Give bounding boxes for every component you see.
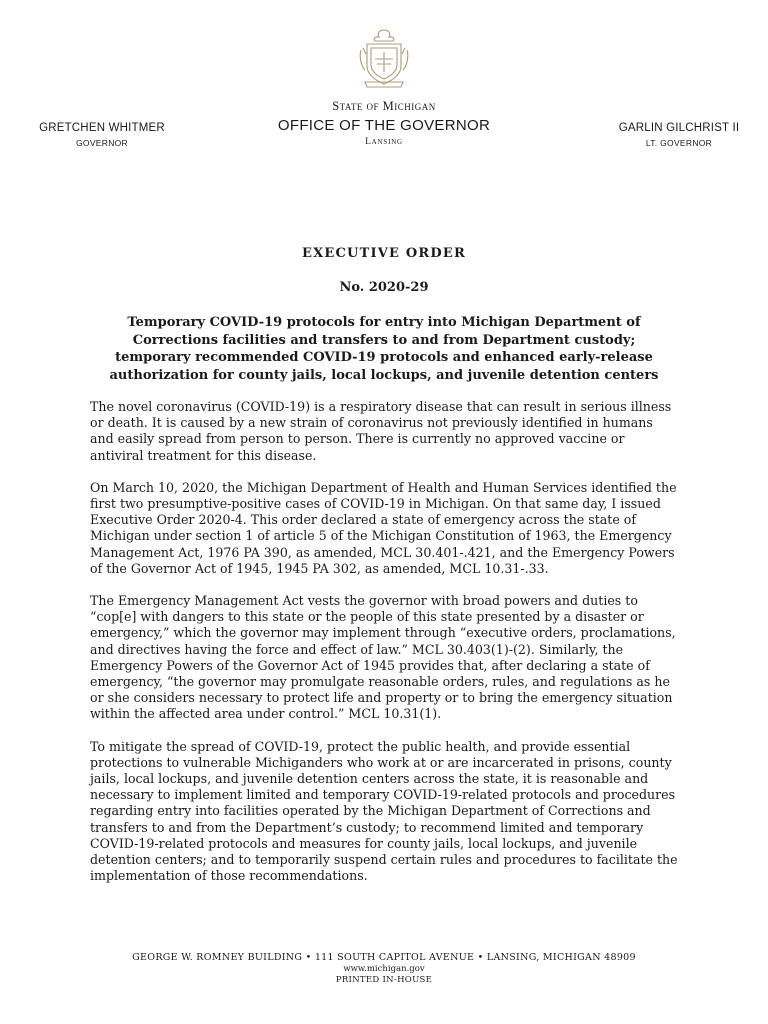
office-title: OFFICE OF THE GOVERNOR (277, 117, 491, 134)
order-heading: EXECUTIVE ORDER (302, 246, 466, 261)
city-name: Lansing (365, 137, 403, 147)
footer (0, 952, 768, 985)
state-name: State of Michigan (332, 99, 436, 113)
footer-address: GEORGE W. ROMNEY BUILDING • 111 SOUTH CAPITOL AVENUE • LANSING, MICHIGAN 48909 (132, 952, 636, 963)
order-subject: Temporary COVID-19 protocols for entry into Michigan Department of Corrections facilities and transfers to and from Department custody; temporary recommended COVID-19 protocols and enhanced early-release authorization for county jails, local lockups, and juvenile detention centers (109, 315, 659, 383)
order-number: No. 2020-29 (339, 280, 429, 295)
lt-governor-title: LT. GOVERNOR (645, 138, 713, 148)
lt-governor-name: GARLIN GILCHRIST II (618, 122, 740, 134)
governor-block (22, 122, 182, 148)
paragraph: To mitigate the spread of COVID-19, protect the public health, and provide essential protections to vulnerable Michiganders who work at or are incarcerated in prisons, county jails, local lockups, and juvenile detention centers across the state, it is reasonable and necessary to implement limited and temporary COVID-19-related protocols and procedures regarding entry into facilities operated by the Michigan Department of Corrections and transfers to and from the Department’s custody; to recommend limited and temporary COVID-19-related protocols and measures for county jails, local lockups, and juvenile detention centers; and to temporarily suspend certain rules and procedures to facilitate the implementation of those recommendations. (90, 738, 678, 884)
paragraph: On March 10, 2020, the Michigan Department of Health and Human Services identified the first two presumptive-positive cases of COVID-19 in Michigan. On that same day, I issued Executive Order 2020-4. This order declared a state of emergency across the state of Michigan under section 1 of article 5 of the Michigan Constitution of 1963, the Emergency Management Act, 1976 PA 390, as amended, MCL 30.401-.421, and the Emergency Powers of the Governor Act of 1945, 1945 PA 302, as amended, MCL 10.31-.33. (90, 479, 677, 576)
footer-website: www.michigan.gov (343, 964, 425, 974)
footer-printed: PRINTED IN-HOUSE (335, 975, 433, 985)
paragraph: The novel coronavirus (COVID-19) is a respiratory disease that can result in serious illness or death. It is caused by a new strain of coronavirus not previously identified in humans and easily spread from person to person. There is currently no approved vaccine or antiviral treatment for this disease. (90, 399, 672, 463)
paragraph: The Emergency Management Act vests the governor with broad powers and duties to “cop[e] with dangers to this state or the people of this state presented by a disaster or emergency,” which the governor may implement through “executive orders, proclamations, and directives having the force and effect of law.” MCL 30.403(1)-(2). Similarly, the Emergency Powers of the Governor Act of 1945 provides that, after declaring a state of emergency, “the governor may promulgate reasonable orders, rules, and regulations as he or she considers necessary to protect life and property or to bring the emergency situation within the affected area under control.” MCL 10.31(1). (90, 593, 676, 722)
lt-governor-block (604, 122, 754, 148)
order-body (90, 399, 680, 900)
state-seal-icon (357, 26, 411, 90)
governor-title: GOVERNOR (76, 138, 128, 148)
governor-name: GRETCHEN WHITMER (39, 122, 165, 134)
